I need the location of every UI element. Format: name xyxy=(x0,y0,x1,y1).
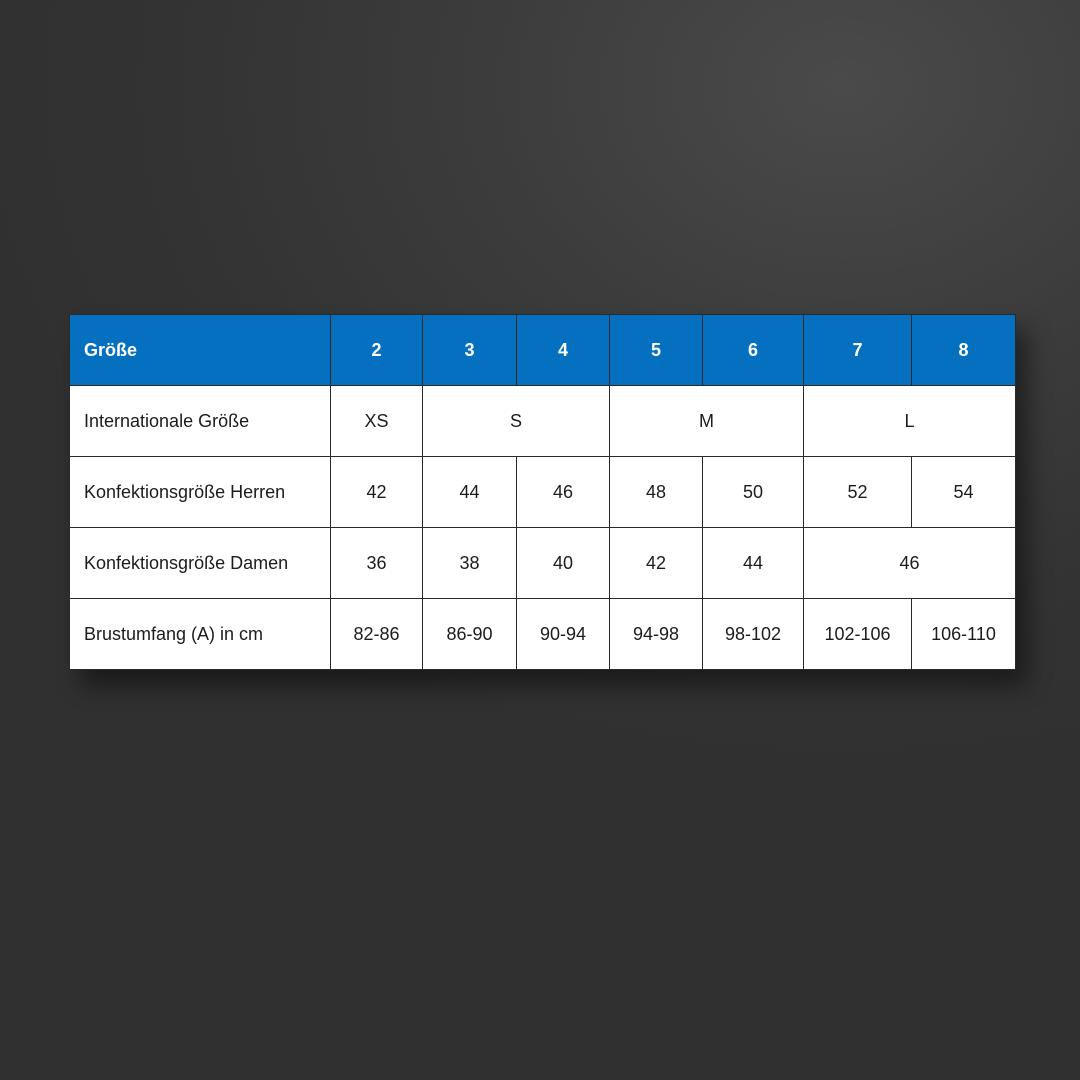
row-international-size xyxy=(70,386,1016,457)
row-men-size xyxy=(70,457,1016,528)
table-cell: M xyxy=(610,386,804,457)
table-cell: 38 xyxy=(423,528,517,599)
row-label: Konfektionsgröße Herren xyxy=(70,457,331,528)
header-size-4: 4 xyxy=(517,315,610,386)
header-size-5: 5 xyxy=(610,315,703,386)
row-chest-circumference xyxy=(70,599,1016,670)
table-cell: 40 xyxy=(517,528,610,599)
size-chart-table xyxy=(69,314,1016,670)
table-cell: XS xyxy=(331,386,423,457)
table-cell: 44 xyxy=(423,457,517,528)
table-cell: S xyxy=(423,386,610,457)
table-cell: 90-94 xyxy=(517,599,610,670)
table-cell: 98-102 xyxy=(703,599,804,670)
table-cell: L xyxy=(804,386,1016,457)
header-size-7: 7 xyxy=(804,315,912,386)
table-cell: 52 xyxy=(804,457,912,528)
header-size-3: 3 xyxy=(423,315,517,386)
table-cell: 36 xyxy=(331,528,423,599)
table-cell: 42 xyxy=(610,528,703,599)
header-size-6: 6 xyxy=(703,315,804,386)
table-cell: 46 xyxy=(517,457,610,528)
row-label: Internationale Größe xyxy=(70,386,331,457)
table-header xyxy=(70,315,1016,386)
table-cell: 48 xyxy=(610,457,703,528)
header-size-8: 8 xyxy=(912,315,1016,386)
table-cell: 50 xyxy=(703,457,804,528)
header-row xyxy=(70,315,1016,386)
row-label: Brustumfang (A) in cm xyxy=(70,599,331,670)
header-size-2: 2 xyxy=(331,315,423,386)
table-cell: 46 xyxy=(804,528,1016,599)
header-label: Größe xyxy=(70,315,331,386)
table-cell: 54 xyxy=(912,457,1016,528)
row-label: Konfektionsgröße Damen xyxy=(70,528,331,599)
table-cell: 42 xyxy=(331,457,423,528)
table-cell: 94-98 xyxy=(610,599,703,670)
table-cell: 44 xyxy=(703,528,804,599)
row-women-size xyxy=(70,528,1016,599)
table-cell: 82-86 xyxy=(331,599,423,670)
table-cell: 106-110 xyxy=(912,599,1016,670)
table-cell: 86-90 xyxy=(423,599,517,670)
table-body xyxy=(70,386,1016,670)
table-cell: 102-106 xyxy=(804,599,912,670)
